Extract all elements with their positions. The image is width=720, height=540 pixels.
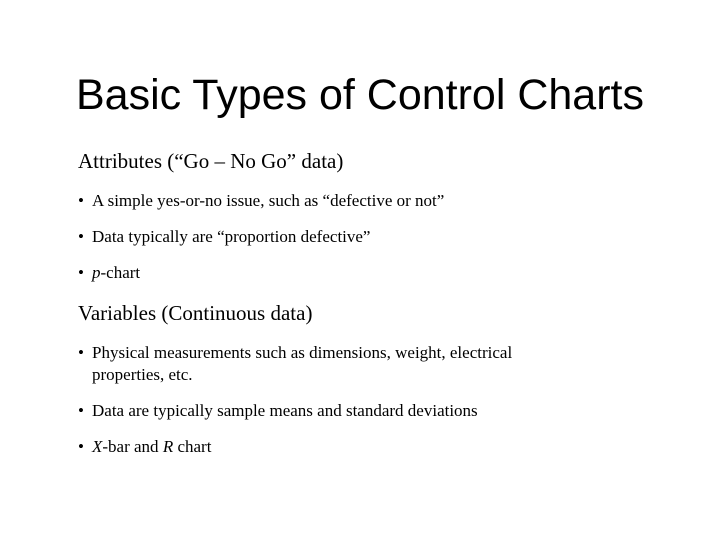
attributes-bullet-p-chart [78, 262, 678, 284]
r-symbol: R [162, 437, 174, 456]
bullet-text-line-2: properties, etc. [92, 365, 193, 384]
bullet-dot: • [78, 437, 84, 456]
bar-and-text: -bar and [102, 437, 163, 456]
chart-suffix: -chart [100, 263, 141, 282]
bullet-dot: • [78, 263, 84, 282]
attributes-bullet-1 [78, 190, 678, 212]
bullet-dot: • [78, 227, 84, 246]
bullet-dot: • [78, 191, 84, 210]
bullet-dot: • [78, 401, 84, 420]
variables-bullet-xbar-r-chart [78, 436, 678, 458]
slide-content [78, 148, 678, 472]
bullet-dot: • [78, 343, 84, 362]
bullet-text-line-1: Physical measurements such as dimensions, weight, electrical [92, 343, 513, 362]
slide-title: Basic Types of Control Charts [75, 71, 644, 119]
variables-bullet-2 [78, 400, 678, 422]
variables-bullet-1 [78, 342, 678, 386]
bullet-text [92, 263, 140, 282]
bullet-text: A simple yes-or-no issue, such as “defective or not” [92, 191, 445, 210]
attributes-bullet-2 [78, 226, 678, 248]
x-symbol: X [92, 437, 103, 456]
attributes-heading: Attributes (“Go – No Go” data) [78, 149, 344, 173]
bullet-text: Data typically are “proportion defective” [92, 227, 371, 246]
bullet-text: Data are typically sample means and standard deviations [92, 401, 478, 420]
p-symbol: p [92, 263, 101, 282]
bullet-text [92, 437, 211, 456]
chart-suffix: chart [173, 437, 212, 456]
variables-heading: Variables (Continuous data) [78, 301, 313, 325]
